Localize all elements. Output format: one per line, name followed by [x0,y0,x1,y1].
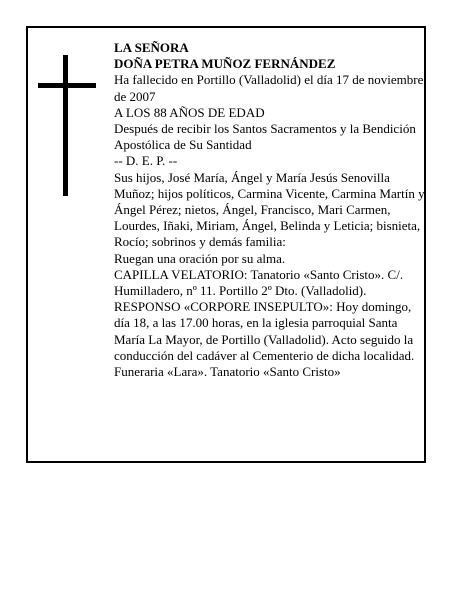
sacraments-line: Después de recibir los Santos Sacramentos y la Bendición Apostólica de Su Santidad [114,121,416,153]
title-line: LA SEÑORA [114,40,189,55]
funeral-home-line: Funeraria «Lara». Tanatorio «Santo Cristo» [114,364,341,380]
deceased-name: DOÑA PETRA MUÑOZ FERNÁNDEZ [114,56,336,72]
mass-line: RESPONSO «CORPORE INSEPULTO»: Hoy domingo, día 18, a las 17.00 horas, en la iglesia parroquial Santa María La Mayor, de Portillo (Valladolid). Acto seguido la conducción del cadáver al Cementerio de dicha localidad. [114,299,415,363]
age-line: A LOS 88 AÑOS DE EDAD [114,104,265,120]
cross-icon-bar [38,83,96,88]
obituary-text [114,40,428,380]
prayer-line: Ruegan una oración por su alma. [114,250,286,266]
cross-icon [63,55,68,196]
family-line: Sus hijos, José María, Ángel y María Jesús Senovilla Muñoz; hijos políticos, Carmina Vicente, Carmina Martín y Ángel Pérez; nietos, Ángel, Francisco, Mari Carmen, Lourdes, Iñaki, Miriam, Ángel, Belinda y Leticia; bisnieta, Rocío; sobrinos y demás familia: [114,169,425,250]
chapel-line: CAPILLA VELATORIO: Tanatorio «Santo Cristo». C/. Humilladero, nº 11. Portillo 2º Dto. (Valladolid). [114,266,404,299]
rip-line: -- D. E. P. -- [114,153,178,169]
death-info: Ha fallecido en Portillo (Valladolid) el día 17 de noviembre de 2007 [114,72,424,104]
